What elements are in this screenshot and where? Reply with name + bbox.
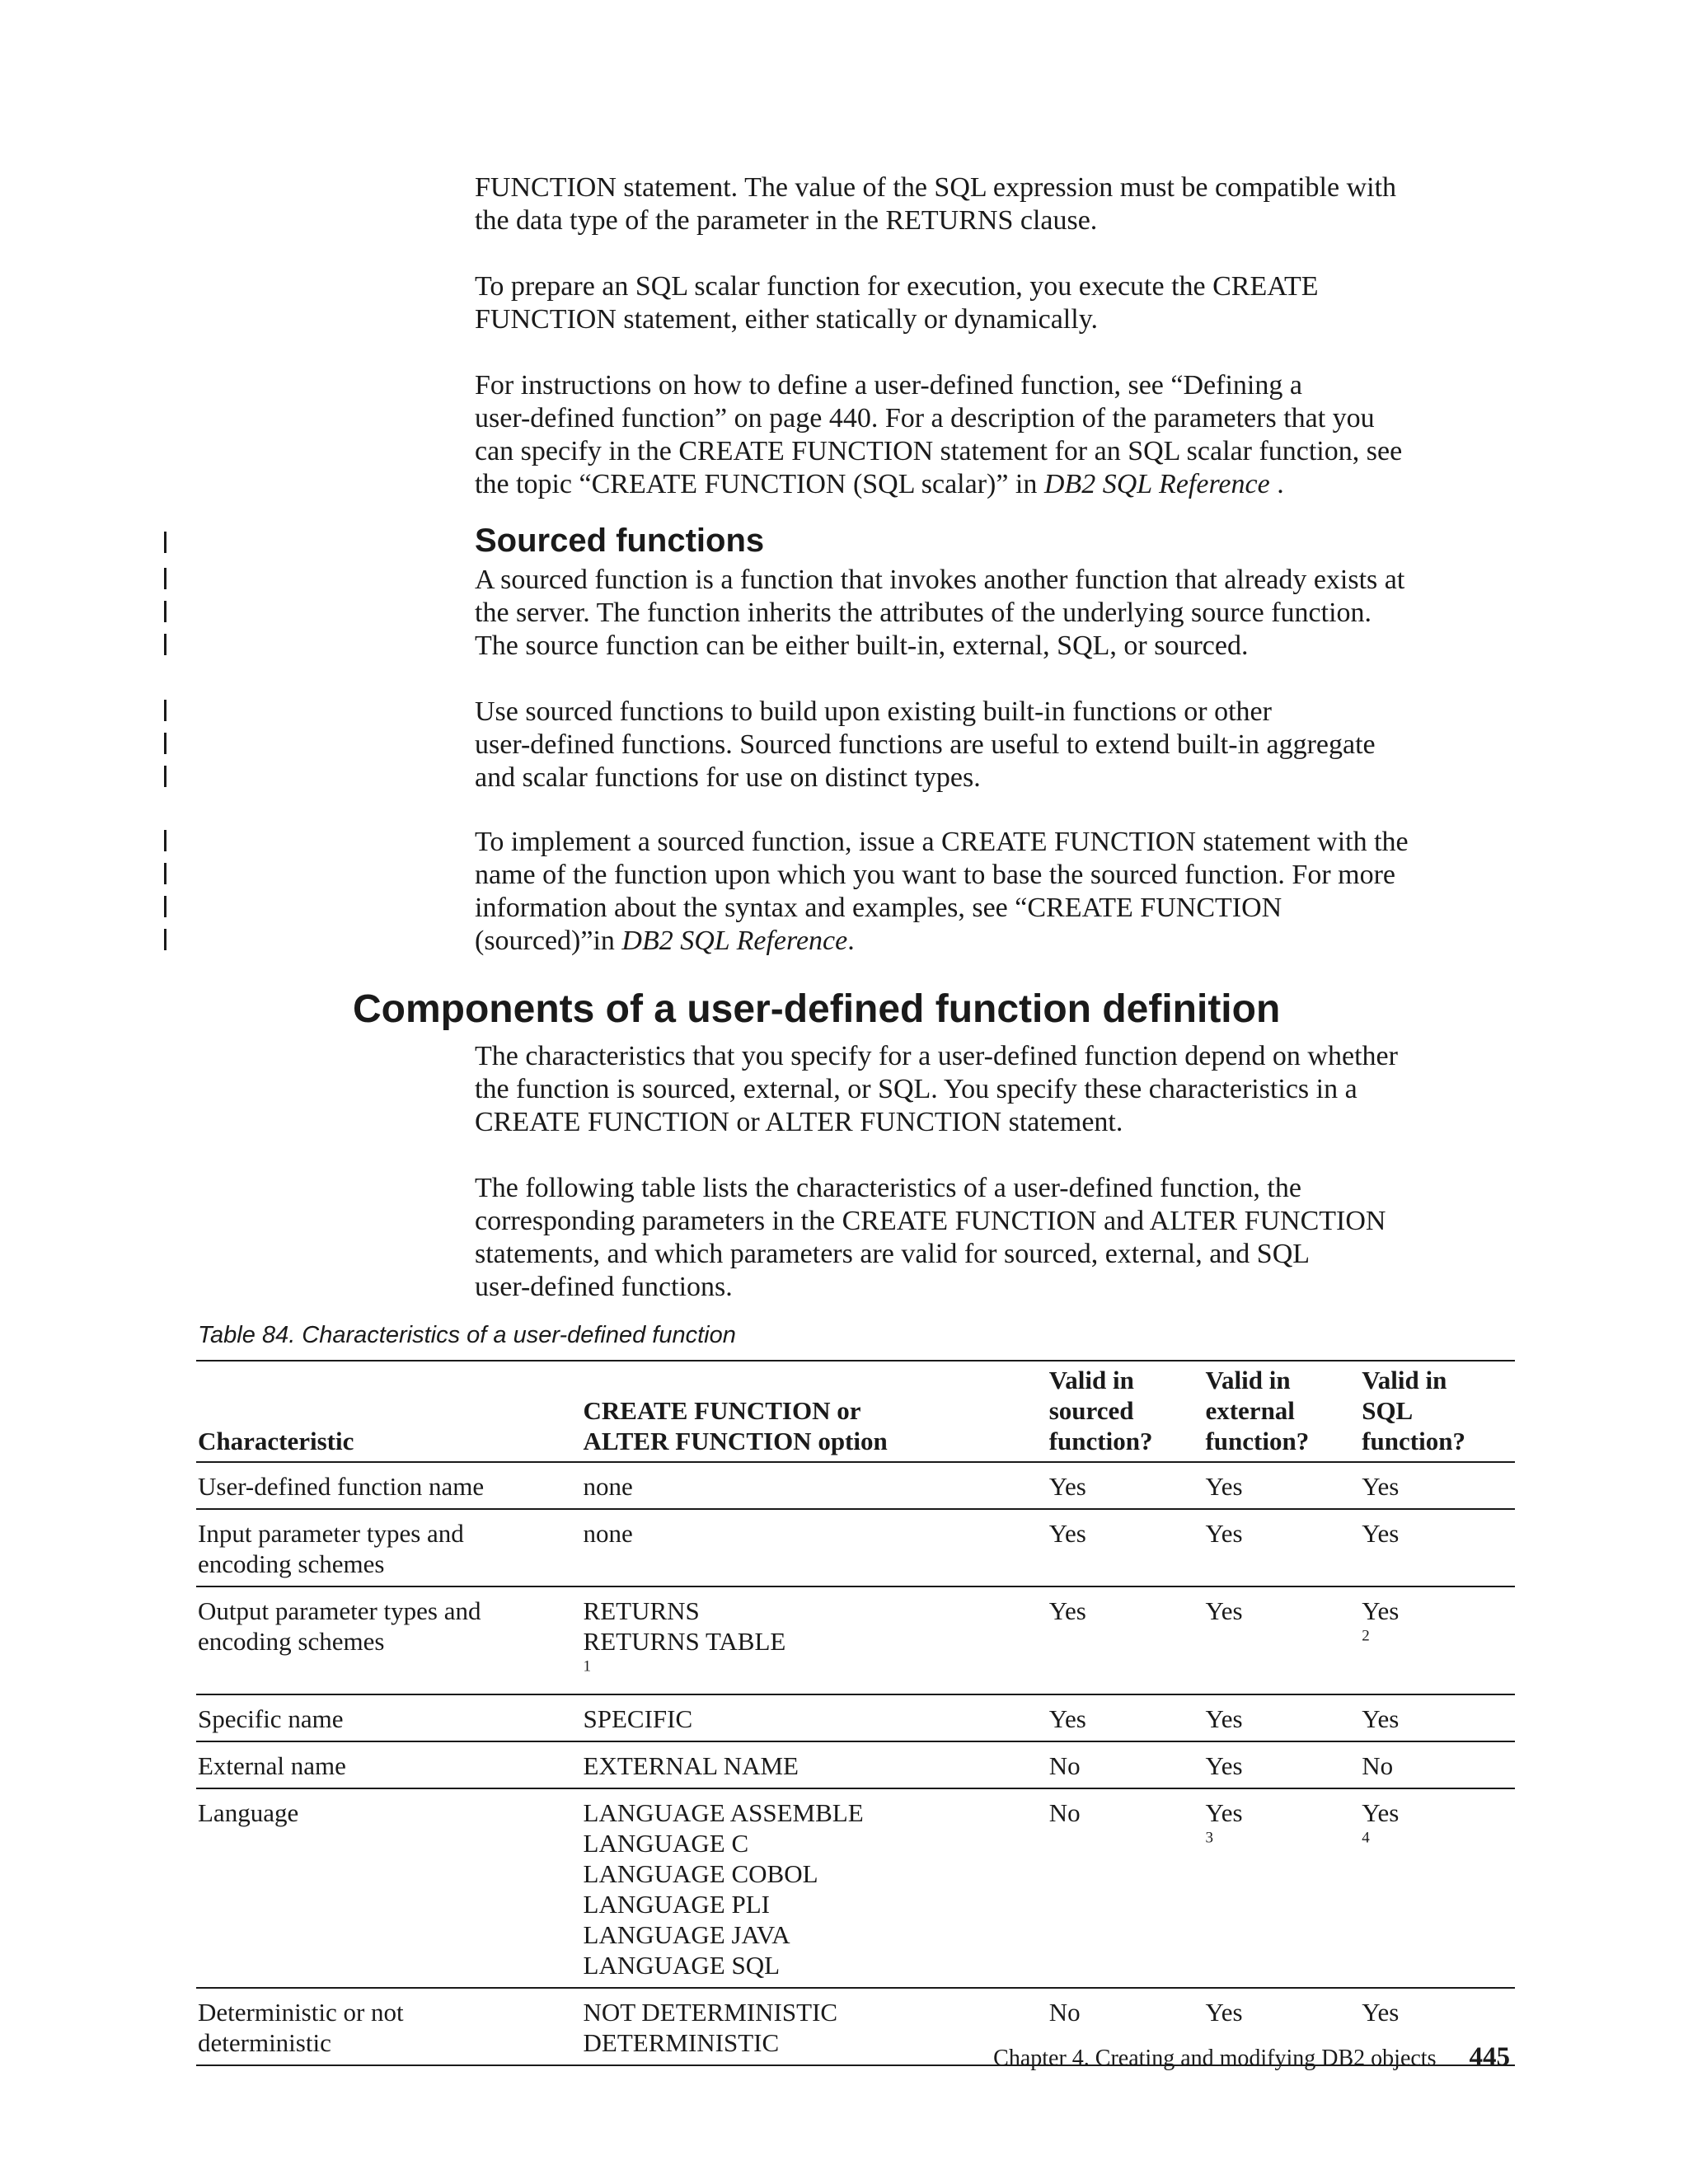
column-header-option [584,1361,1049,1462]
text-line [475,925,1515,958]
cell-line [1205,1797,1362,1858]
cell-line [1049,1518,1206,1549]
cell-text: Yes [1362,1998,1400,2027]
text-line: name of the function upon which you want to base the sourced function. For more [475,860,1396,890]
cell-text: LANGUAGE ASSEMBLE [583,1798,864,1827]
cell-text: Yes [1205,1519,1243,1548]
cell-line [1205,1471,1362,1502]
cell-characteristic [196,1462,584,1509]
cell-option [584,1509,1049,1586]
cell-text: encoding schemes [198,1549,385,1578]
text-line: FUNCTION statement. The value of the SQL expression must be compatible with [475,172,1397,203]
cell-line [1362,1704,1515,1734]
cell-line [584,1518,1049,1549]
cell-sourced [1049,1741,1206,1788]
cell-line [198,1518,584,1549]
cell-line [1362,1471,1515,1502]
cell-line [1049,1997,1206,2027]
column-header-characteristic [196,1361,584,1462]
text-line: user-defined function” on page 440. For a description of the parameters that you [475,403,1375,434]
change-bar [164,532,166,553]
sourced-paragraph-3 [475,826,1515,958]
cell-line [1049,1750,1206,1781]
cell-line [584,1596,1049,1626]
text-line: statements, and which parameters are valid for sourced, external, and SQL [475,1239,1311,1269]
cell-line [198,1471,584,1502]
characteristics-table [196,1360,1515,2066]
cell-text: Yes [1205,1798,1243,1827]
cell-sourced [1049,1586,1206,1694]
cell-characteristic [196,1988,584,2065]
change-bar [164,896,166,917]
text-line: To implement a sourced function, issue a CREATE FUNCTION statement with the [475,827,1409,857]
cell-sourced [1049,1462,1206,1509]
footnote-marker: 2 [1362,1627,1370,1645]
text-line: The following table lists the characteristics of a user-defined function, the [475,1173,1301,1203]
cell-line [1205,1704,1362,1734]
cell-line [198,1797,584,1828]
header-text: Valid in [1205,1366,1291,1394]
cell-line [198,1549,584,1579]
header-text: sourced [1048,1396,1134,1425]
section-heading-components: Components of a user-defined function definition [353,987,1281,1031]
cell-text: Yes [1048,1596,1086,1625]
cell-line [584,1750,1049,1781]
header-text: ALTER FUNCTION option [583,1427,888,1455]
header-text: function? [1205,1427,1310,1455]
header-text: function? [1362,1427,1465,1455]
cell-text: LANGUAGE SQL [583,1951,781,1980]
cell-text: Yes [1362,1519,1400,1548]
cell-line [584,1889,1049,1919]
cell-text: LANGUAGE PLI [583,1890,770,1919]
cell-line [1362,1596,1515,1657]
cell-line [1205,1750,1362,1781]
cell-characteristic [196,1788,584,1988]
change-bar [164,700,166,721]
cell-text: Yes [1362,1596,1400,1625]
header-text: CREATE FUNCTION or [583,1396,861,1425]
cell-option [584,1788,1049,1988]
cell-sourced [1049,1694,1206,1741]
cell-text: No [1048,1998,1081,2027]
chapter-title: Chapter 4. Creating and modifying DB2 objects [993,2046,1437,2071]
cell-text: none [583,1519,633,1548]
cell-option [584,1988,1049,2065]
cell-sql [1362,1788,1515,1988]
header-text: Valid in [1362,1366,1447,1394]
cell-text: Yes [1205,1751,1243,1780]
cell-text: Yes [1205,1704,1243,1733]
cell-line [584,1704,1049,1734]
cell-text: LANGUAGE JAVA [583,1920,790,1949]
header-text: Valid in [1048,1366,1134,1394]
change-bar [164,601,166,622]
text-line: the server. The function inherits the attributes of the underlying source function. [475,598,1372,628]
cell-characteristic [196,1741,584,1788]
cell-characteristic [196,1509,584,1586]
column-header-sql [1362,1361,1515,1462]
cell-line [584,1797,1049,1828]
footnote-marker: 4 [1362,1829,1370,1847]
cell-line [1362,1797,1515,1858]
cell-external [1205,1509,1362,1586]
header-text: SQL [1362,1396,1414,1425]
cell-external [1205,1586,1362,1694]
cell-line [584,1828,1049,1858]
table-body [196,1462,1515,2065]
text-line: To prepare an SQL scalar function for execution, you execute the CREATE [475,271,1319,302]
cell-line [1049,1596,1206,1626]
cell-line [584,1997,1049,2027]
text-line: The source function can be either built-in, external, SQL, or sourced. [475,630,1249,661]
page-footer [993,2042,1510,2073]
cell-text: Yes [1362,1704,1400,1733]
cell-text: RETURNS TABLE [583,1627,786,1656]
cell-line [1049,1471,1206,1502]
text-fragment: (sourced)”in [475,926,622,956]
cell-sourced [1049,1509,1206,1586]
cell-text: DETERMINISTIC [583,2028,780,2057]
cell-text: Yes [1362,1798,1400,1827]
cell-sql [1362,1694,1515,1741]
cell-line [1205,1596,1362,1626]
table-row [196,1586,1515,1694]
change-bar [164,634,166,655]
footnote-marker: 1 [583,1657,592,1675]
text-line: can specify in the CREATE FUNCTION statement for an SQL scalar function, see [475,436,1403,466]
cell-external [1205,1741,1362,1788]
cell-line [584,1471,1049,1502]
cell-line [198,1750,584,1781]
cell-text: No [1362,1751,1394,1780]
cell-text: none [583,1472,633,1501]
text-line: For instructions on how to define a user-defined function, see “Defining a [475,370,1302,401]
cell-text: External name [198,1751,346,1780]
cell-option [584,1694,1049,1741]
cell-text: NOT DETERMINISTIC [583,1998,838,2027]
cell-text: Deterministic or not [198,1998,404,2027]
cell-line [584,1858,1049,1889]
change-bar [164,863,166,884]
cell-line [1362,1518,1515,1549]
table-row [196,1788,1515,1988]
change-bar [164,568,166,589]
text-line: and scalar functions for use on distinct types. [475,762,981,793]
text-line: A sourced function is a function that invokes another function that already exists at [475,565,1405,595]
cell-external [1205,1694,1362,1741]
cell-line [198,1997,584,2027]
cell-text: Yes [1205,1472,1243,1501]
cell-external [1205,1462,1362,1509]
column-header-external [1205,1361,1362,1462]
text-fragment: . [847,926,855,956]
cell-external [1205,1788,1362,1988]
text-line: Use sourced functions to build upon existing built-in functions or other [475,696,1272,727]
cell-text: Yes [1205,1998,1243,2027]
text-line: FUNCTION statement, either statically or dynamically. [475,304,1098,335]
cell-line [198,1626,584,1657]
cell-characteristic [196,1694,584,1741]
table-caption: Table 84. Characteristics of a user-defined function [198,1322,736,1348]
components-paragraph-1 [475,1040,1515,1139]
cell-line [584,2027,1049,2058]
cell-text: No [1048,1751,1081,1780]
text-line: user-defined functions. [475,1272,733,1302]
table-row [196,1462,1515,1509]
text-line: corresponding parameters in the CREATE FUNCTION and ALTER FUNCTION [475,1206,1386,1236]
cell-text: Input parameter types and [198,1519,464,1548]
cell-option [584,1462,1049,1509]
cell-line [1049,1797,1206,1828]
cell-text: encoding schemes [198,1627,385,1656]
text-fragment: the topic “CREATE FUNCTION (SQL scalar)” in [475,469,1044,499]
cell-line [1205,1997,1362,2027]
change-bar [164,830,166,851]
cell-text: Yes [1048,1472,1086,1501]
book-title-link[interactable]: DB2 SQL Reference [1043,469,1270,499]
cell-text: SPECIFIC [583,1704,693,1733]
table-row [196,1694,1515,1741]
cell-line [1205,1518,1362,1549]
cell-text: deterministic [198,2028,331,2057]
cell-line [584,1919,1049,1950]
cell-sql [1362,1509,1515,1586]
column-header-sourced [1049,1361,1206,1462]
cell-text: LANGUAGE COBOL [583,1859,818,1888]
text-line: information about the syntax and examples, see “CREATE FUNCTION [475,893,1282,923]
intro-paragraph-2 [475,270,1515,336]
cell-sql [1362,1741,1515,1788]
cell-text: Specific name [198,1704,344,1733]
cell-option [584,1741,1049,1788]
intro-paragraph-3 [475,369,1515,501]
components-paragraph-2 [475,1172,1515,1304]
cell-line [198,1704,584,1734]
cell-text: Yes [1362,1472,1400,1501]
cell-sql [1362,1586,1515,1694]
table-row [196,1509,1515,1586]
text-line: The characteristics that you specify for a user-defined function depend on whether [475,1041,1398,1071]
cell-line [584,1950,1049,1980]
text-line [475,468,1515,501]
footnote-marker: 3 [1205,1829,1213,1847]
cell-sql [1362,1462,1515,1509]
cell-line [1362,1750,1515,1781]
cell-line [584,1626,1049,1687]
cell-text: Language [198,1798,299,1827]
header-text: external [1205,1396,1295,1425]
cell-text: Yes [1205,1596,1243,1625]
page-number: 445 [1469,2042,1510,2072]
intro-paragraph-1 [475,171,1515,237]
cell-text: Yes [1048,1704,1086,1733]
cell-line [198,1596,584,1626]
cell-text: LANGUAGE C [583,1829,749,1858]
text-line: the function is sourced, external, or SQL. You specify these characteristics in a [475,1074,1357,1104]
cell-characteristic [196,1586,584,1694]
cell-sourced [1049,1788,1206,1988]
cell-line [1049,1704,1206,1734]
text-line: CREATE FUNCTION or ALTER FUNCTION statement. [475,1107,1123,1137]
change-bar [164,929,166,950]
cell-option [584,1586,1049,1694]
cell-text: RETURNS [583,1596,700,1625]
change-bar [164,766,166,787]
cell-text: No [1048,1798,1081,1827]
cell-text: User-defined function name [198,1472,485,1501]
sourced-paragraph-1 [475,564,1515,663]
text-line: the data type of the parameter in the RETURNS clause. [475,205,1098,236]
change-bar [164,733,166,754]
section-heading-sourced-functions: Sourced functions [475,523,765,559]
header-text: Characteristic [198,1427,354,1455]
table-row [196,1741,1515,1788]
sourced-paragraph-2 [475,696,1515,794]
cell-text: Yes [1048,1519,1086,1548]
text-fragment: . [1269,469,1284,499]
cell-line [1362,1997,1515,2027]
cell-text: Output parameter types and [198,1596,481,1625]
cell-text: EXTERNAL NAME [583,1751,799,1780]
header-text: function? [1048,1427,1153,1455]
cell-line [198,2027,584,2058]
table-header-row [196,1361,1515,1462]
text-line: user-defined functions. Sourced functions are useful to extend built-in aggregate [475,729,1376,760]
book-title-link[interactable]: DB2 SQL Reference [621,926,848,956]
